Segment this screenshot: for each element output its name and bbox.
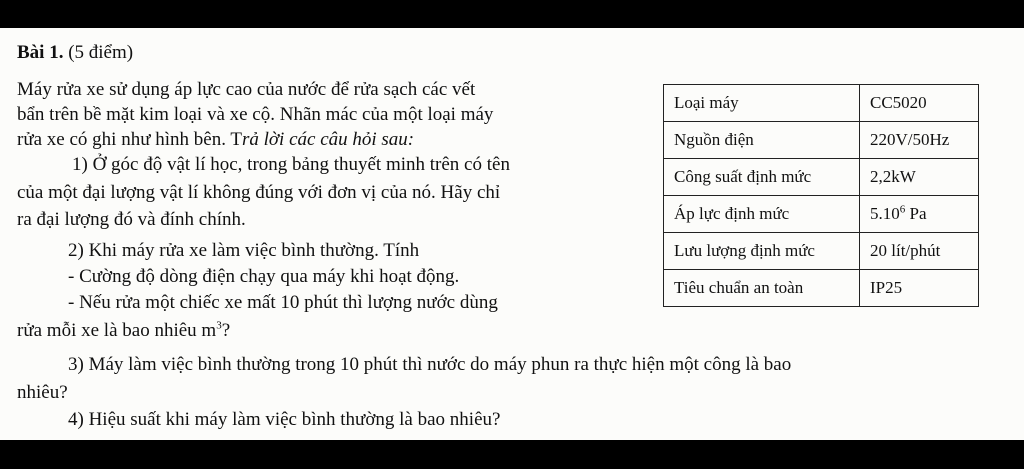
spec-value: CC5020 [860, 85, 979, 122]
question-1-line-1: 1) Ở góc độ vật lí học, trong bảng thuyết minh trên có tên [72, 154, 510, 175]
document-page [0, 28, 1024, 440]
spec-key: Áp lực định mức [664, 196, 860, 233]
intro-line-2: bẩn trên bề mặt kim loại và xe cộ. Nhãn mác của một loại máy [17, 104, 494, 125]
question-1-line-2: của một đại lượng vật lí không đúng với đơn vị của nó. Hãy chỉ [17, 182, 501, 203]
intro-line-1: Máy rửa xe sử dụng áp lực cao của nước để rửa sạch các vết [17, 79, 476, 100]
table-row [664, 196, 979, 233]
spec-value: 20 lít/phút [860, 233, 979, 270]
table-row [664, 233, 979, 270]
table-row [664, 159, 979, 196]
question-2-line-3: - Nếu rửa một chiếc xe mất 10 phút thì lượng nước dùng [68, 292, 498, 313]
spec-table [663, 84, 979, 307]
spec-value: 220V/50Hz [860, 122, 979, 159]
spec-key: Tiêu chuẩn an toàn [664, 270, 860, 307]
exercise-label: Bài 1. [17, 42, 64, 63]
question-3-line-1: 3) Máy làm việc bình thường trong 10 phút thì nước do máy phun ra thực hiện một công là bao [68, 354, 792, 375]
table-row [664, 270, 979, 307]
question-2-line-1: 2) Khi máy rửa xe làm việc bình thường. Tính [68, 240, 420, 261]
table-row [664, 122, 979, 159]
question-2-line-4-text: rửa mỗi xe là bao nhiêu m [17, 320, 217, 341]
intro-italic-text: rả lời các câu hỏi sau: [241, 129, 415, 150]
exercise-heading [17, 42, 133, 64]
intro-line-3 [17, 129, 414, 151]
pressure-base: 5.10 [870, 204, 900, 223]
cubic-exponent: 3 [216, 319, 222, 332]
spec-key: Nguồn điện [664, 122, 860, 159]
question-4: 4) Hiệu suất khi máy làm việc bình thường là bao nhiêu? [68, 409, 501, 430]
question-3-line-2: nhiêu? [17, 382, 68, 403]
intro-line-3-text: rửa xe có ghi như hình bên. T [17, 129, 242, 150]
spec-key: Loại máy [664, 85, 860, 122]
table-row [664, 85, 979, 122]
question-2-line-4 [17, 320, 230, 342]
question-1-line-3: ra đại lượng đó và đính chính. [17, 209, 246, 230]
spec-key: Công suất định mức [664, 159, 860, 196]
spec-value: 2,2kW [860, 159, 979, 196]
pressure-exponent: 6 [899, 203, 906, 216]
spec-key: Lưu lượng định mức [664, 233, 860, 270]
pressure-unit: Pa [905, 204, 927, 223]
spec-value: IP25 [860, 270, 979, 307]
question-mark: ? [221, 320, 231, 341]
question-2-line-2: - Cường độ dòng điện chạy qua máy khi hoạt động. [68, 266, 460, 287]
spec-value [860, 196, 979, 233]
exercise-points: (5 điểm) [68, 42, 134, 63]
